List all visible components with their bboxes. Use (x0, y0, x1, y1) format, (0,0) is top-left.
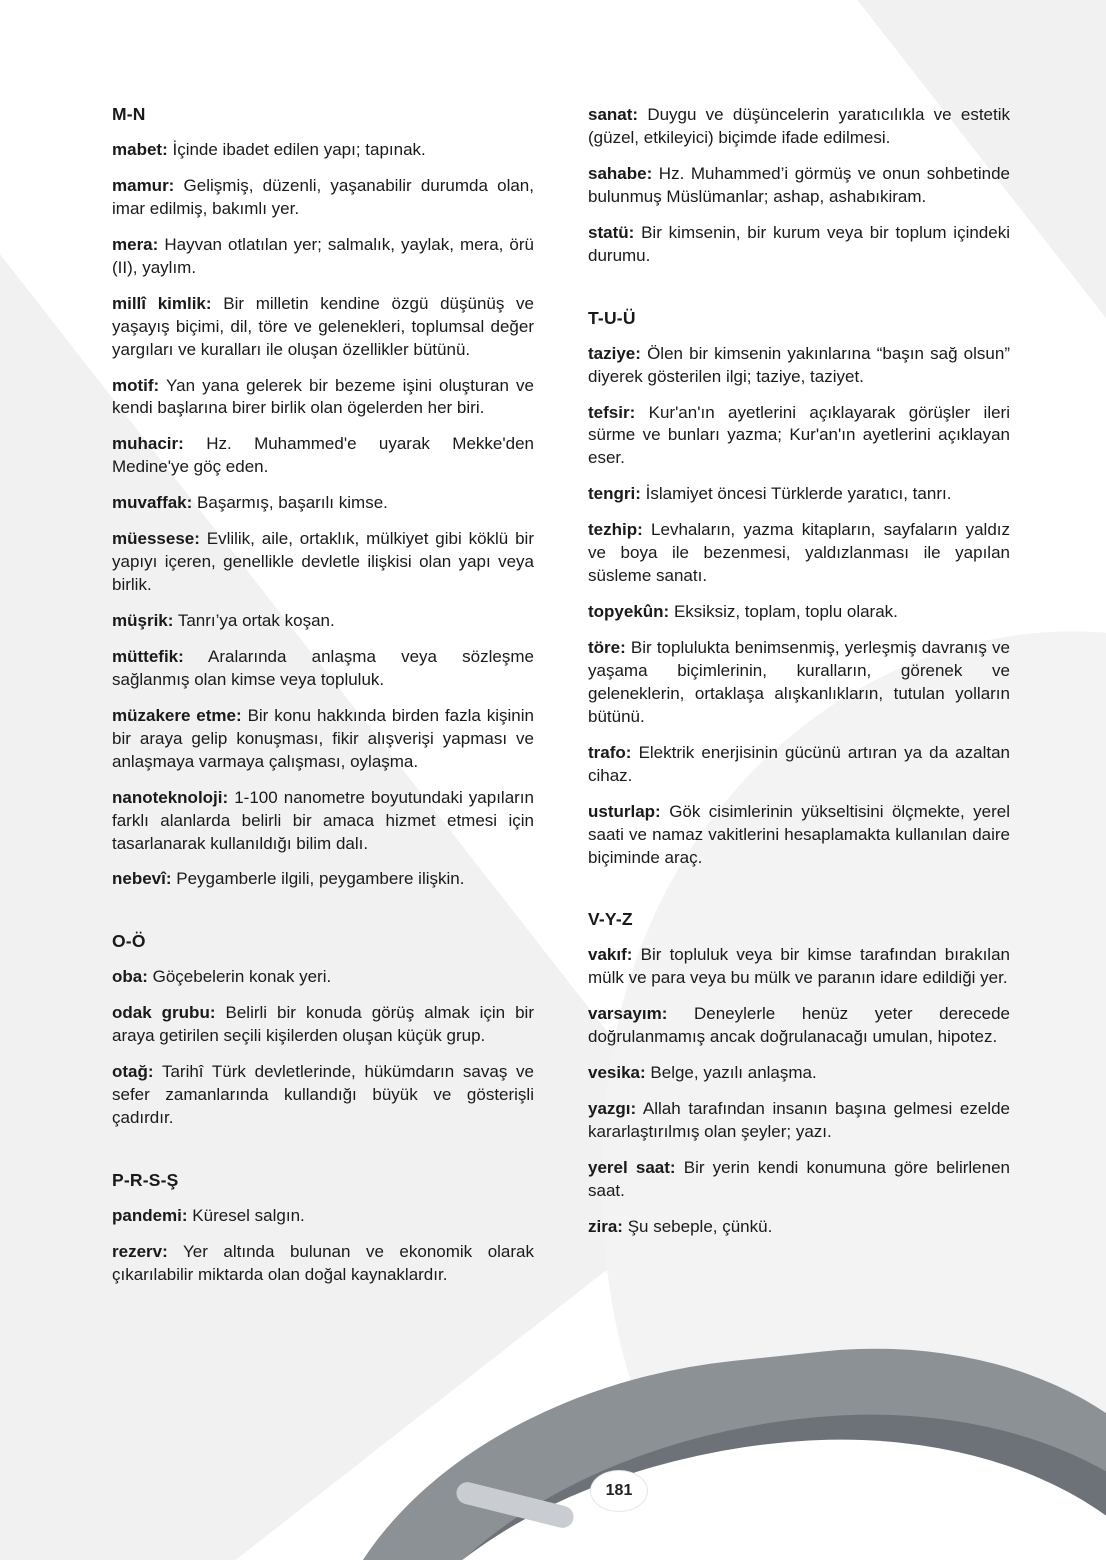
glossary-entry (588, 343, 1010, 389)
glossary-entry (588, 104, 1010, 150)
glossary-entry (112, 646, 534, 692)
entry-definition: Bir kimsenin, bir kurum veya bir toplum içindeki durumu. (588, 222, 1010, 265)
glossary-columns (112, 104, 1010, 1300)
entry-term: rezerv: (112, 1241, 168, 1261)
glossary-entry (588, 944, 1010, 990)
entry-definition: Küresel salgın. (192, 1206, 305, 1225)
glossary-entry (112, 375, 534, 421)
glossary-entry (588, 1216, 1010, 1239)
entry-term: mabet: (112, 140, 168, 159)
glossary-entry (112, 234, 534, 280)
entry-definition: Şu sebeple, çünkü. (627, 1216, 773, 1236)
section-heading: O-Ö (112, 931, 146, 952)
entry-term: mamur: (112, 175, 175, 195)
glossary-entry (588, 519, 1010, 588)
entry-definition: Kur'an'ın ayetlerini açıklayarak görüşler ileri sürme ve bunları yazma; Kur'an'ın ayetlerini açıklayan eser. (588, 402, 1010, 468)
entry-definition: Levhaların, yazma kitapların, sayfaların yaldız ve boya ile bezenmesi, yaldızlanması ile yapılan süsleme sanatı. (588, 520, 1010, 586)
entry-term: topyekûn: (588, 602, 670, 622)
glossary-section (588, 909, 1010, 1238)
glossary-entry (112, 787, 534, 856)
glossary-column-left (112, 104, 534, 1300)
entry-term: taziye: (588, 343, 641, 363)
entry-definition: Elektrik enerjisinin gücünü artıran ya da azaltan cihaz. (588, 742, 1010, 785)
entry-term: statü: (588, 222, 635, 242)
entry-term: tezhip: (588, 520, 643, 540)
entry-definition: Aralarında anlaşma veya sözleşme sağlanmış olan kimse veya topluluk. (112, 646, 534, 689)
glossary-section (588, 104, 1010, 268)
entry-term: vesika: (588, 1063, 646, 1083)
entry-term: vakıf: (588, 945, 633, 965)
glossary-entry (588, 601, 1010, 624)
entry-term: oba: (112, 967, 148, 987)
entry-definition: Belirli bir konuda görüş almak için bir araya getirilen seçili kişilerden oluşan küçük grup. (112, 1003, 534, 1046)
section-heading: M-N (112, 104, 146, 124)
entry-term: millî kimlik: (112, 293, 212, 313)
entry-term: sahabe: (588, 163, 653, 183)
entry-term: pandemi: (112, 1206, 188, 1225)
glossary-entry (112, 1061, 534, 1130)
glossary-entry (588, 1062, 1010, 1085)
entry-definition: Belge, yazılı anlaşma. (650, 1063, 817, 1083)
entry-term: tengri: (588, 484, 641, 504)
entry-definition: Eksiksiz, toplam, toplu olarak. (673, 602, 898, 622)
entry-term: yazgı: (588, 1099, 637, 1119)
entry-term: nebevî: (112, 869, 172, 889)
glossary-entry (588, 222, 1010, 268)
glossary-entry (588, 801, 1010, 870)
entry-definition: Yan yana gelerek bir bezeme işini oluşturan ve kendi başlarına birer birlik olan ögelerden her biri. (112, 375, 534, 418)
entry-term: tefsir: (588, 402, 636, 422)
entry-term: zira: (588, 1216, 623, 1236)
glossary-entry (112, 610, 534, 633)
entry-definition: Bir milletin kendine özgü düşünüş ve yaşayış biçimi, dil, töre ve gelenekleri, toplumsal değer yargıları ve kuralları ile oluşan özellikler bütünü. (112, 293, 534, 359)
entry-definition: Tarihî Türk devletlerinde, hükümdarın savaş ve sefer zamanlarında kullandığı büyük ve gösterişli çadırdır. (112, 1062, 534, 1128)
glossary-section (112, 1170, 534, 1287)
glossary-entry (588, 483, 1010, 506)
entry-definition: Göçebelerin konak yeri. (152, 967, 332, 987)
section-heading: T-U-Ü (588, 307, 636, 328)
glossary-column-right (588, 104, 1010, 1252)
entry-term: müessese: (112, 529, 200, 549)
glossary-section (112, 931, 534, 1130)
entry-definition: Peygamberle ilgili, peygambere ilişkin. (176, 869, 465, 889)
entry-definition: Yer altında bulunan ve ekonomik olarak çıkarılabilir miktarda olan doğal kaynaklardır. (112, 1241, 534, 1284)
entry-definition: Hz. Muhammed’i görmüş ve onun sohbetinde bulunmuş Müslümanlar; ashap, ashabıkiram. (588, 163, 1010, 206)
entry-definition: Başarmış, başarılı kimse. (197, 493, 388, 513)
glossary-section (588, 308, 1010, 870)
section-heading: P-R-S-Ş (112, 1170, 179, 1190)
glossary-entry (588, 1098, 1010, 1144)
entry-term: trafo: (588, 742, 632, 762)
entry-definition: Gök cisimlerinin yükseltisini ölçmekte, yerel saati ve namaz vakitlerini hesaplamakta kullanılan daire biçiminde araç. (588, 801, 1010, 867)
entry-definition: Duygu ve düşüncelerin yaratıcılıkla ve estetik (güzel, etkileyici) biçimde ifade edilmesi. (588, 105, 1010, 147)
entry-definition: Ölen bir kimsenin yakınlarına “başın sağ olsun” diyerek gösterilen ilgi; taziye, taziyet. (588, 343, 1010, 386)
entry-term: muhacir: (112, 434, 184, 454)
entry-definition: Bir toplulukta benimsenmiş, yerleşmiş davranış ve yaşama biçimlerinin, kuralların, görenek ve geleneklerin, ortaklaşa alışkanlıkların, tutulan yolların bütünü. (588, 638, 1010, 726)
entry-term: muvaffak: (112, 493, 193, 513)
section-heading: V-Y-Z (588, 909, 633, 930)
glossary-entry (112, 1002, 534, 1048)
entry-term: sanat: (588, 105, 639, 124)
glossary-entry (112, 433, 534, 479)
glossary-entry (112, 1205, 534, 1228)
glossary-entry (112, 868, 534, 891)
glossary-entry (112, 966, 534, 989)
glossary-entry (588, 1003, 1010, 1049)
glossary-entry (588, 402, 1010, 471)
entry-definition: Bir konu hakkında birden fazla kişinin bir araya gelip konuşması, fikir alışverişi yapması ve anlaşmaya varmaya çalışması, oylaşma. (112, 705, 534, 771)
glossary-entry (588, 163, 1010, 209)
entry-definition: Evlilik, aile, ortaklık, mülkiyet gibi köklü bir yapıyı içeren, genellikle devletle ilişkisi olan yapı veya birlik. (112, 529, 534, 595)
entry-term: nanoteknoloji: (112, 787, 229, 807)
entry-definition: İçinde ibadet edilen yapı; tapınak. (172, 140, 426, 159)
entry-definition: Bir yerin kendi konumuna göre belirlenen saat. (588, 1158, 1010, 1200)
entry-term: odak grubu: (112, 1003, 216, 1023)
glossary-entry (588, 742, 1010, 788)
glossary-entry (588, 1157, 1010, 1203)
entry-term: varsayım: (588, 1004, 668, 1024)
entry-definition: Gelişmiş, düzenli, yaşanabilir durumda olan, imar edilmiş, bakımlı yer. (112, 175, 534, 218)
glossary-entry (112, 528, 534, 597)
entry-term: yerel saat: (588, 1158, 676, 1177)
entry-definition: 1-100 nanometre boyutundaki yapıların farklı alanlarda belirli bir amaca hizmet etmesi için tasarlanarak kullanıldığı bilim dalı. (112, 787, 534, 853)
entry-definition: Tanrı’ya ortak koşan. (177, 611, 335, 630)
entry-definition: Hayvan otlatılan yer; salmalık, yaylak, mera, örü (II), yaylım. (112, 234, 534, 277)
glossary-entry (112, 705, 534, 774)
entry-definition: Bir topluluk veya bir kimse tarafından bırakılan mülk ve para veya bu mülk ve paranın idare edildiği yer. (588, 945, 1010, 988)
entry-term: motif: (112, 375, 160, 395)
glossary-entry (112, 492, 534, 515)
entry-definition: Deneylerle henüz yeter derecede doğrulanmamış ancak doğrulanacağı umulan, hipotez. (588, 1004, 1010, 1047)
glossary-entry (588, 637, 1010, 729)
entry-term: müşrik: (112, 611, 174, 630)
entry-definition: Allah tarafından insanın başına gelmesi ezelde kararlaştırılmış olan şeyler; yazı. (588, 1099, 1010, 1142)
entry-term: müttefik: (112, 646, 184, 666)
entry-term: otağ: (112, 1062, 154, 1082)
page-number: 181 (605, 1482, 633, 1499)
entry-definition: Hz. Muhammed'e uyarak Mekke'den Medine'ye göç eden. (112, 434, 534, 477)
entry-term: mera: (112, 234, 159, 254)
entry-term: müzakere etme: (112, 705, 242, 725)
glossary-entry (112, 175, 534, 221)
entry-term: töre: (588, 638, 626, 657)
glossary-entry (112, 1241, 534, 1287)
entry-definition: İslamiyet öncesi Türklerde yaratıcı, tanrı. (645, 484, 952, 504)
glossary-section (112, 104, 534, 891)
glossary-entry (112, 293, 534, 362)
glossary-entry (112, 139, 534, 162)
entry-term: usturlap: (588, 801, 661, 821)
page-number-badge (590, 1470, 648, 1512)
